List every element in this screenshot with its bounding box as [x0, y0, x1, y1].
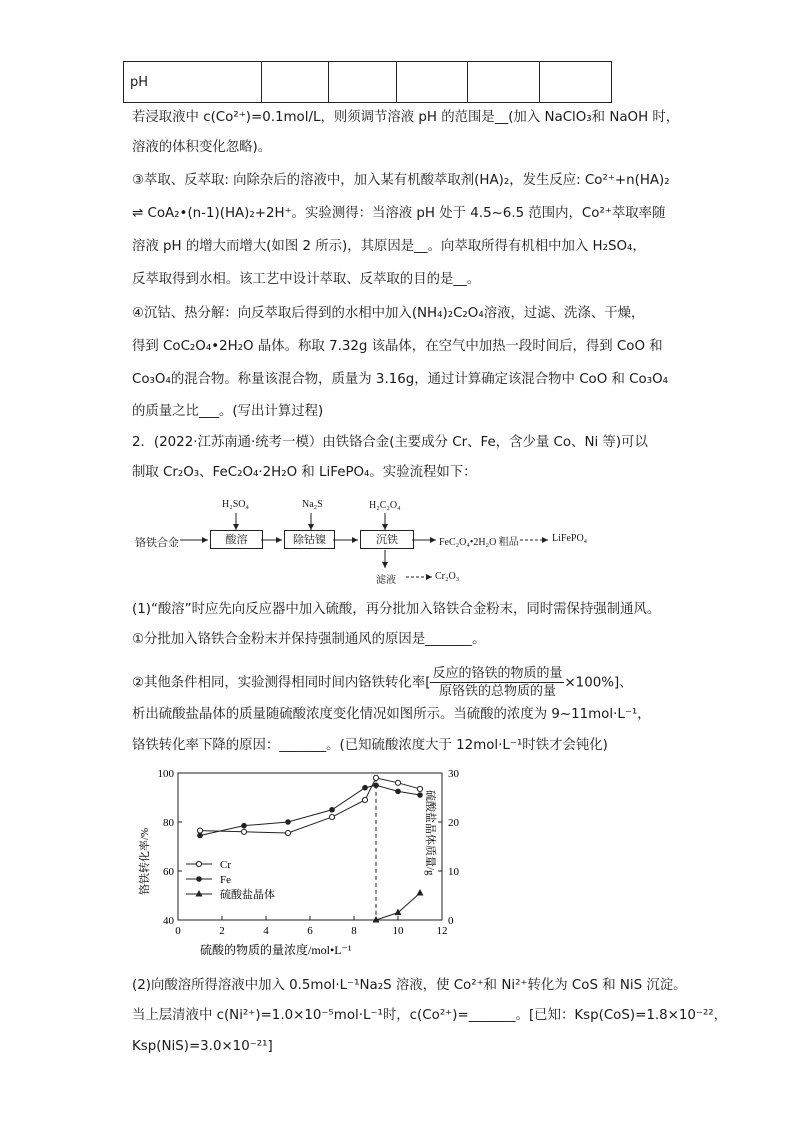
data-point-cr: [285, 830, 290, 835]
data-point-sulfate: [395, 909, 402, 916]
data-point-fe: [417, 792, 423, 798]
x-tick-label: 8: [351, 925, 357, 937]
text-line: Co₃O₄的混合物。称量该混合物，质量为 3.16g，通过计算确定该混合物中 CoO 和 Co₃O₄: [132, 372, 668, 387]
text-fragment: ×100%]、: [564, 675, 633, 691]
text-line-fraction: [132, 665, 633, 702]
fraction-denominator: 原铬铁的总物质的量: [438, 684, 556, 699]
legend-marker-sulfate: [196, 890, 203, 897]
legend-label: Cr: [220, 859, 231, 871]
text-line: 溶液 pH 的增大而增大(如图 2 所示)，其原因是__。向萃取所得有机相中加入 H₂SO₄，: [132, 239, 646, 254]
flow-step-precipitate-fe: 沉铁: [360, 530, 414, 549]
text-line: ①分批加入铬铁合金粉末并保持强制通风的原因是_______。: [132, 632, 486, 647]
text-line: 当上层清液中 c(Ni²⁺)=1.0×10⁻⁵mol·L⁻¹时，c(Co²⁺)=_______。[已知：Ksp(CoS)=1.8×10⁻²²，: [132, 1008, 728, 1023]
data-point-fe: [362, 785, 368, 791]
text-line: ⇌ CoA₂•(n-1)(HA)₂+2H⁺。实验测得：当溶液 pH 处于 4.5~6.5 范围内，Co²⁺萃取率随: [132, 206, 666, 221]
text-fragment: ②其他条件相同，实验测得相同时间内铬铁转化率[: [132, 675, 431, 691]
ph-cell: [540, 62, 612, 103]
text-line: 溶液的体积变化忽略)。: [132, 140, 272, 155]
data-point-cr: [197, 828, 202, 833]
x-tick-label: 0: [175, 925, 181, 937]
ph-cell: [329, 62, 397, 103]
series-line-open-circle: [200, 778, 420, 833]
legend-marker-cr: [196, 861, 201, 866]
text-line: 铬铁转化率下降的原因：_______。(已知硫酸浓度大于 12mol·L⁻¹时铁才会钝化): [132, 738, 608, 753]
y-right-tick-label: 30: [448, 768, 459, 780]
data-point-fe: [395, 789, 401, 795]
text-line: (2)向酸溶所得溶液中加入 0.5mol·L⁻¹Na₂S 溶液，使 Co²⁺和 Ni²⁺转化为 CoS 和 NiS 沉淀。: [132, 978, 687, 993]
text-line: 析出硫酸盐晶体的质量随硫酸浓度变化情况如图所示。当硫酸的浓度为 9~11mol·L⁻¹，: [132, 707, 651, 722]
y-left-tick-label: 100: [157, 768, 174, 780]
y-left-tick-label: 80: [163, 817, 174, 829]
x-tick-label: 10: [392, 925, 404, 937]
data-point-cr: [417, 786, 422, 791]
x-tick-label: 6: [307, 925, 313, 937]
legend-label: Fe: [220, 874, 231, 886]
data-point-fe: [241, 823, 247, 829]
flow-reagent-h2c2o4: H₂C₂O₄: [369, 500, 401, 511]
legend-label: 硫酸盐晶体: [220, 889, 275, 901]
ph-cell: [468, 62, 540, 103]
text-line: ③萃取、反萃取: 向除杂后的溶液中，加入某有机酸萃取剂(HA)₂，发生反应: Co²⁺+n(HA)₂: [132, 173, 670, 188]
series-line-filled-circle: [200, 785, 420, 835]
flow-reagent-na2s: Na₂S: [302, 499, 323, 510]
y-left-tick-label: 40: [163, 915, 174, 927]
text-line: 若浸取液中 c(Co²⁺)=0.1mol/L，则须调节溶液 pH 的范围是__(加入 NaClO₃和 NaOH 时，: [132, 110, 680, 125]
flow-step-remove-co-ni: 除钴镍: [284, 530, 335, 549]
fraction: [430, 665, 564, 700]
data-point-cr: [373, 775, 378, 780]
text-line: 的质量之比___。(写出计算过程): [132, 404, 324, 419]
ph-table: [123, 61, 612, 103]
question-heading: 2．(2022·江苏南通·统考一模）由铁铬合金(主要成分 Cr、Fe，含少量 Co、Ni 等)可以: [132, 435, 648, 450]
chart: [130, 760, 459, 970]
data-point-cr: [329, 815, 334, 820]
data-point-cr: [241, 829, 246, 834]
y-axis-right-label: 硫酸盐晶体质量/g: [424, 790, 436, 876]
text-line: ④沉钴、热分解：向反萃取后得到的水相中加入(NH₄)₂C₂O₄溶液，过滤、洗涤、干燥，: [132, 306, 645, 321]
flow-filtrate-product-label: Cr₂O₃: [435, 571, 460, 582]
legend-marker-fe: [196, 876, 202, 882]
ph-label-cell: pH: [124, 62, 262, 103]
flow-filtrate-label: 滤液: [376, 575, 396, 586]
text-line: 反萃取得到水相。该工艺中设计萃取、反萃取的目的是__。: [132, 272, 481, 287]
y-left-tick-label: 60: [163, 866, 174, 878]
y-right-tick-label: 20: [448, 817, 459, 829]
data-point-cr: [362, 797, 367, 802]
data-point-fe: [373, 782, 379, 788]
data-point-fe: [197, 833, 203, 839]
data-point-sulfate: [417, 889, 424, 896]
data-point-cr: [395, 780, 400, 785]
y-right-tick-label: 10: [448, 866, 459, 878]
x-tick-label: 4: [263, 925, 269, 937]
x-tick-label: 12: [436, 925, 448, 937]
ph-cell: [397, 62, 468, 103]
flow-final-label: LiFePO₄: [552, 533, 588, 544]
x-axis-label: 硫酸的物质的量浓度/mol•L⁻¹: [200, 943, 352, 957]
data-point-fe: [329, 807, 335, 813]
text-line: 得到 CoC₂O₄•2H₂O 晶体。称取 7.32g 该晶体，在空气中加热一段时间后，得到 CoO 和: [132, 339, 663, 354]
text-line: 制取 Cr₂O₃、FeC₂O₄·2H₂O 和 LiFePO₄。实验流程如下：: [132, 465, 477, 480]
flow-product-label: FeC₂O₄•2H₂O 粗品: [439, 537, 519, 548]
flow-start-label: 铬铁合金: [135, 537, 179, 549]
series-line-triangle: [376, 893, 420, 920]
data-point-fe: [285, 819, 291, 825]
x-tick-label: 2: [219, 925, 225, 937]
flow-step-acid-dissolve: 酸溶: [210, 530, 263, 549]
flow-reagent-h2so4: H₂SO₄: [222, 499, 249, 510]
plot-frame: [178, 773, 442, 920]
text-line: Ksp(NiS)=3.0×10⁻²¹]: [132, 1039, 273, 1054]
text-line: (1)“酸溶”时应先向反应器中加入硫酸，再分批加入铬铁合金粉末，同时需保持强制通风。: [132, 602, 661, 617]
ph-cell: [262, 62, 329, 103]
fraction-numerator: 反应的铬铁的物质的量: [432, 666, 563, 681]
y-right-tick-label: 0: [448, 915, 454, 927]
y-axis-left-label: 铬铁转化率/%: [139, 827, 151, 895]
